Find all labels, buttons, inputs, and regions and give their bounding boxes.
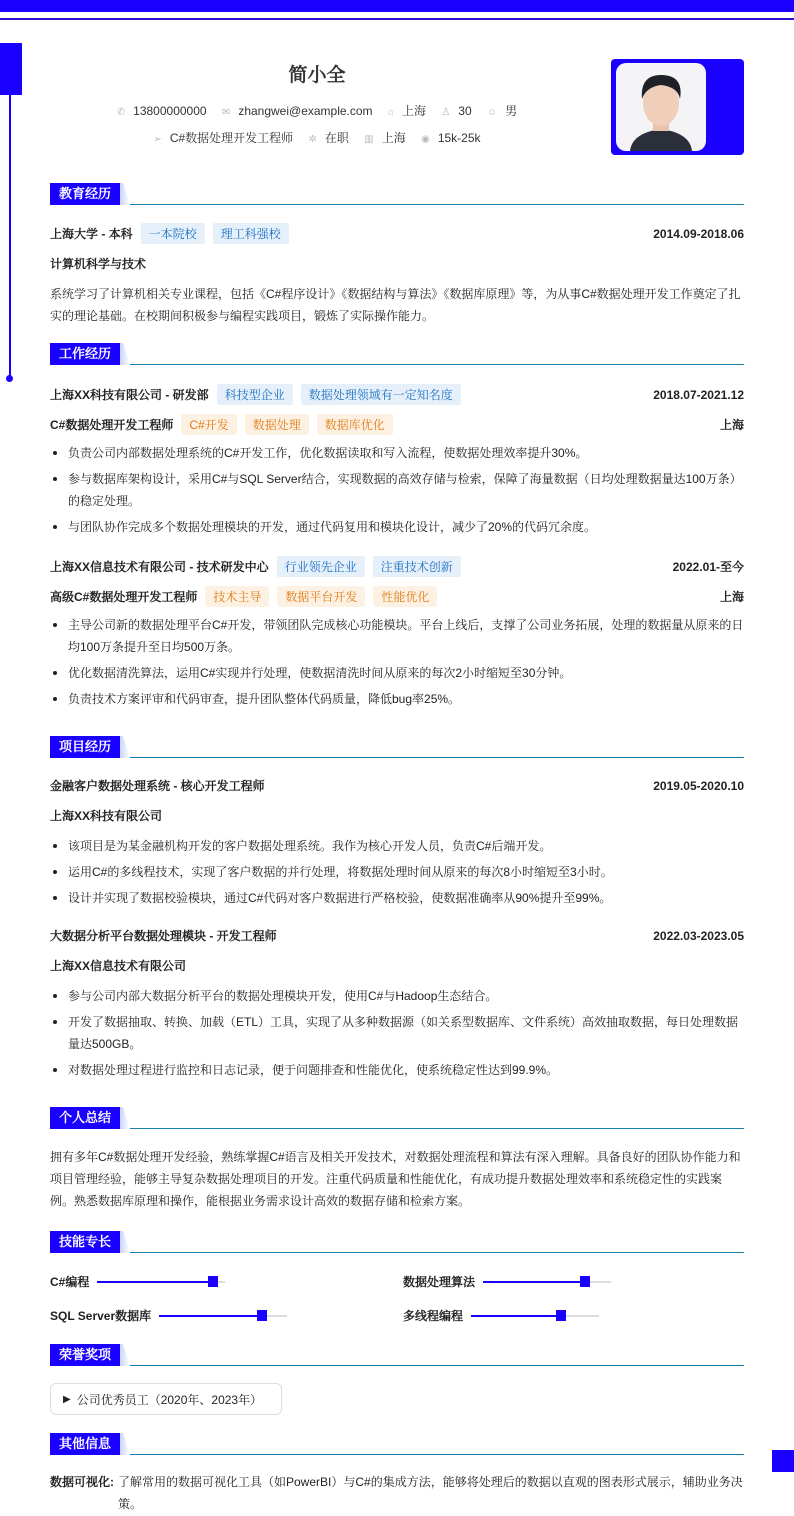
list-item: 开发了数据抽取、转换、加载（ETL）工具，实现了从多种数据源（如关系型数据库、文件系统）高效抽取数据，每日处理数据量达500GB。 [50,1011,744,1055]
email: zhangwei@example.com [238,104,373,118]
mail-icon: ✉ [221,107,231,118]
skill-thumb [580,1276,590,1287]
caret-right-icon: ▶ [63,1393,71,1405]
company: 上海XX科技有限公司 - 研发部 [50,388,209,402]
section-title: 技能专长 [50,1231,120,1253]
corner-decoration [772,1450,794,1472]
candidate-name: 简小全 [288,65,346,86]
list-item: 参与数据库架构设计，采用C#与SQL Server结合，实现数据的高效存储与检索，保障了海量数据（日均处理数据量达100万条）的稳定处理。 [50,468,744,512]
role: C#数据处理开发工程师 [50,418,174,432]
contact-line [0,102,634,119]
tag: 理工科强校 [213,223,289,244]
award-text: 公司优秀员工（2020年、2023年） [76,1392,263,1407]
list-item: 优化数据清洗算法，运用C#实现并行处理，使数据清洗时间从原来的每次2小时缩短至30分钟。 [50,662,744,684]
skill-bar [471,1315,599,1317]
tag: 数据处理领域有一定知名度 [301,384,461,405]
education-header [50,223,744,244]
skill-name: 多线程编程 [403,1309,464,1323]
company: 上海XX科技有限公司 [50,809,163,823]
award-item[interactable] [50,1383,282,1415]
avatar [616,63,706,151]
section-work [50,343,744,365]
tag: 一本院校 [141,223,205,244]
skill-tag: 数据平台开发 [277,586,365,607]
company: 上海XX信息技术有限公司 [50,959,187,973]
city: 上海 [719,418,744,432]
skill-thumb [556,1310,566,1321]
job-line [0,129,634,146]
gender: 男 [505,104,518,118]
list-item: 负责技术方案评审和代码审查，提升团队整体代码质量，降低bug率25%。 [50,688,744,710]
section-title: 其他信息 [50,1433,120,1455]
work-header [50,384,744,405]
work-role [50,414,744,435]
work-role [50,586,744,607]
list-item: 参与公司内部大数据分析平台的数据处理模块开发，使用C#与Hadoop生态结合。 [50,985,744,1007]
top-line [0,18,794,20]
major: 计算机科学与技术 [50,257,147,271]
phone: 13800000000 [133,104,207,118]
top-bar [0,0,794,12]
skill-bar [159,1315,287,1317]
location: 上海 [401,104,426,118]
work-items [50,614,744,714]
skill-name: C#编程 [50,1275,90,1289]
list-item: 主导公司新的数据处理平台C#开发，带领团队完成核心功能模块。平台上线后，支撑了公司业务拓展，处理的数据量从原来的日均100万条提升至日均500万条。 [50,614,744,658]
tag: 行业领先企业 [277,556,365,577]
project-company [50,957,744,974]
age-icon: ♙ [441,107,451,118]
section-title: 工作经历 [50,343,120,365]
send-icon: ➢ [153,134,162,145]
section-awards [50,1344,744,1366]
section-title: 项目经历 [50,736,120,758]
summary-text: 拥有多年C#数据处理开发经验，熟练掌握C#语言及相关开发技术，对数据处理流程和算法有深入理解。具备良好的团队协作能力和项目管理经验，能够主导复杂数据处理项目的开发。注重代码质量和性能优化，有成功提升数据处理效率和系统稳定性的实践案例。熟悉数据库原理和操作，能根据业务需求设计高效的数据存储和检索方案。 [50,1150,741,1208]
skill-tag: 数据库优化 [317,414,393,435]
project-items [50,985,744,1085]
skill-item [50,1273,225,1290]
skill-tag: 数据处理 [245,414,309,435]
section-other [50,1433,744,1455]
list-item: 对数据处理过程进行监控和日志记录，便于问题排查和性能优化，使系统稳定性达到99.9%。 [50,1059,744,1081]
skill-bar [97,1281,225,1283]
project-items [50,835,744,913]
skill-name: 数据处理算法 [403,1275,476,1289]
user-icon: ☺ [486,107,498,118]
other-info [50,1471,744,1515]
skill-thumb [208,1276,218,1287]
home-icon: ⌂ [387,107,394,118]
skill-bar [483,1281,611,1283]
role: 高级C#数据处理开发工程师 [50,590,198,604]
position: C#数据处理开发工程师 [169,131,294,145]
tag: 科技型企业 [217,384,293,405]
skill-item [50,1307,287,1324]
photo-frame [611,59,744,155]
skill-tag: 技术主导 [205,586,269,607]
section-title: 荣誉奖项 [50,1344,120,1366]
skill-item [403,1273,611,1290]
list-item: 运用C#的多线程技术，实现了客户数据的并行处理，将数据处理时间从原来的每次8小时缩短至3小时。 [50,861,744,883]
list-item: 该项目是为某金融机构开发的客户数据处理系统。我作为核心开发人员，负责C#后端开发。 [50,835,744,857]
section-summary [50,1107,744,1129]
other-label: 数据可视化: [50,1475,114,1489]
skill-tag: 性能优化 [373,586,437,607]
period: 2019.05-2020.10 [653,778,744,793]
status: 在职 [324,131,349,145]
other-text: 了解常用的数据可视化工具（如PowerBI）与C#的集成方法，能够将处理后的数据以直观的图表形式展示，辅助业务决策。 [118,1475,743,1511]
skill-name: SQL Server数据库 [50,1309,152,1323]
company: 上海XX信息技术有限公司 - 技术研发中心 [50,560,269,574]
period: 2022.03-2023.05 [653,928,744,943]
project-title: 金融客户数据处理系统 - 核心开发工程师 [50,779,265,793]
section-title: 教育经历 [50,183,120,205]
gear-icon: ✲ [308,134,317,145]
section-projects [50,736,744,758]
project-company [50,807,744,824]
skill-item [403,1307,599,1324]
skill-thumb [257,1310,267,1321]
tag: 注重技术创新 [373,556,461,577]
section-skills [50,1231,744,1253]
money-icon: ◉ [421,134,430,145]
major-row [50,255,744,272]
work-header [50,556,744,577]
project-title: 大数据分析平台数据处理模块 - 开发工程师 [50,929,277,943]
period: 2022.01-至今 [672,560,744,574]
phone-icon: ✆ [116,107,126,118]
list-item: 设计并实现了数据校验模块，通过C#代码对客户数据进行严格校验，使数据准确率从90%提升至99%。 [50,887,744,909]
school: 上海大学 - 本科 [50,227,133,241]
side-dot [6,375,13,382]
age: 30 [458,104,472,118]
project-header [50,777,744,794]
project-header [50,927,744,944]
city: 上海 [381,131,406,145]
section-title: 个人总结 [50,1107,120,1129]
building-icon: ▥ [364,134,374,145]
list-item: 与团队协作完成多个数据处理模块的开发，通过代码复用和模块化设计，减少了20%的代码冗余度。 [50,516,744,538]
period: 2014.09-2018.06 [653,226,744,241]
education-description: 系统学习了计算机相关专业课程，包括《C#程序设计》《数据结构与算法》《数据库原理》等，为从事C#数据处理开发工作奠定了扎实的理论基础。在校期间积极参与编程实践项目，锻炼了实际操作能力。 [50,287,741,323]
city: 上海 [719,590,744,604]
skill-tag: C#开发 [181,414,236,435]
salary: 15k-25k [437,131,481,145]
section-education [50,183,744,205]
work-items [50,442,744,542]
period: 2018.07-2021.12 [653,387,744,402]
list-item: 负责公司内部数据处理系统的C#开发工作，优化数据读取和写入流程，使数据处理效率提升30%。 [50,442,744,464]
